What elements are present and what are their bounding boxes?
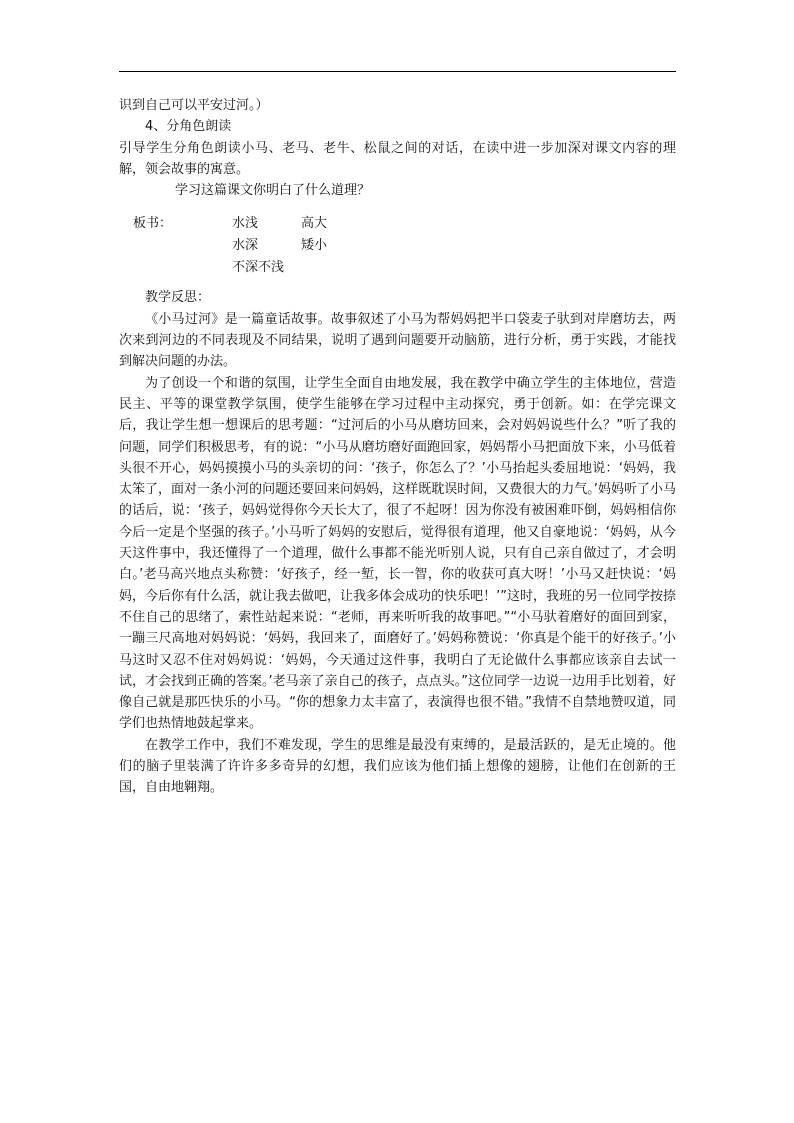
reflection-title: 教学反思： [145, 290, 211, 306]
board-item: 水深 [232, 238, 259, 254]
reading-paragraph: 引导学生分角色朗读小马、老马、老牛、松鼠之间的对话，在读中进一步加深对课文内容的理解，领会故事的寓意。 [119, 140, 676, 177]
document-body [119, 95, 676, 799]
reflection-paragraph: 《小马过河》是一篇童话故事。故事叙述了小马为帮妈妈把半口袋麦子驮到对岸磨坊去，两次来到河边的不同表现及不同结果，说明了遇到问题要开动脑筋，进行分析，勇于实践，才能找到解决问题的办法。 [119, 311, 676, 370]
board-item: 不深不浅 [232, 260, 285, 276]
board-item: 高大 [301, 216, 328, 232]
board-item: 矮小 [301, 238, 328, 254]
reflection-paragraph: 为了创设一个和谐的氛围，让学生全面自由地发展，我在教学中确立学生的主体地位，营造民主、平等的课堂教学氛围，使学生能够在学习过程中主动探究，勇于创新。如：在学完课文后，我让学生想一想课后的思考题：“过河后的小马从磨坊回来，会对妈妈说些什么？”听了我的问题，同学们积极思考，有的说：“小马从磨坊磨好面跑回家，妈妈帮小马把面放下来，小马低着头很不开心，妈妈摸摸小马的头亲切的问：‘孩子，你怎么了？’小马抬起头委屈地说：‘妈妈，我太笨了，面对一条小河的问题还要回来问妈妈，这样既耽误时间，又费很大的力气。’妈妈听了小马的话后，说：‘孩子，妈妈觉得你今天长大了，很了不起呀！因为你没有被困难吓倒，妈妈相信你今后一定是个坚强的孩子。’小马听了妈妈的安慰后，觉得很有道理，他又自豪地说：‘妈妈，从今天这件事中，我还懂得了一个道理，做什么事都不能光听别人说，只有自己亲自做过了，才会明白。’老马高兴地点头称赞：‘好孩子，经一堑，长一智，你的收获可真大呀！’小马又赶快说：‘妈妈，今后你有什么活，就让我去做吧，让我多体会成功的快乐吧！’”这时，我班的另一位同学按捺不住自己的思绪了，索性站起来说：“老师，再来听听我的故事吧。”“小马驮着磨好的面回到家，一蹦三尺高地对妈妈说：‘妈妈，我回来了，面磨好了。’妈妈称赞说：‘你真是个能干的好孩子。’小马这时又忍不住对妈妈说：‘妈妈，今天通过这件事，我明白了无论做什么事都应该亲自去试一试，才会找到正确的答案。’老马亲了亲自己的孩子，点点头。”这位同学一边说一边用手比划着，好像自己就是那匹快乐的小马。“你的想象力太丰富了，表演得也很不错。”我情不自禁地赞叹道，同学们也热情地鼓起掌来。 [119, 375, 676, 732]
reflection-paragraph: 在教学工作中，我们不难发现，学生的思维是最没有束缚的，是最活跃的，是无止境的。他们的脑子里装满了许许多多奇异的幻想，我们应该为他们插上想像的翅膀，让他们在创新的王国，自由地翱翔。 [119, 737, 676, 796]
board-item: 水浅 [232, 216, 259, 232]
header-rule [119, 71, 676, 72]
continued-line: 识到自己可以平安过河。） [119, 98, 269, 113]
section-heading: 4、分角色朗读 [145, 119, 232, 135]
blackboard-notes [119, 211, 676, 275]
question-line: 学习这篇课文你明白了什么道理？ [175, 183, 371, 199]
board-label: 板书： [133, 216, 173, 232]
